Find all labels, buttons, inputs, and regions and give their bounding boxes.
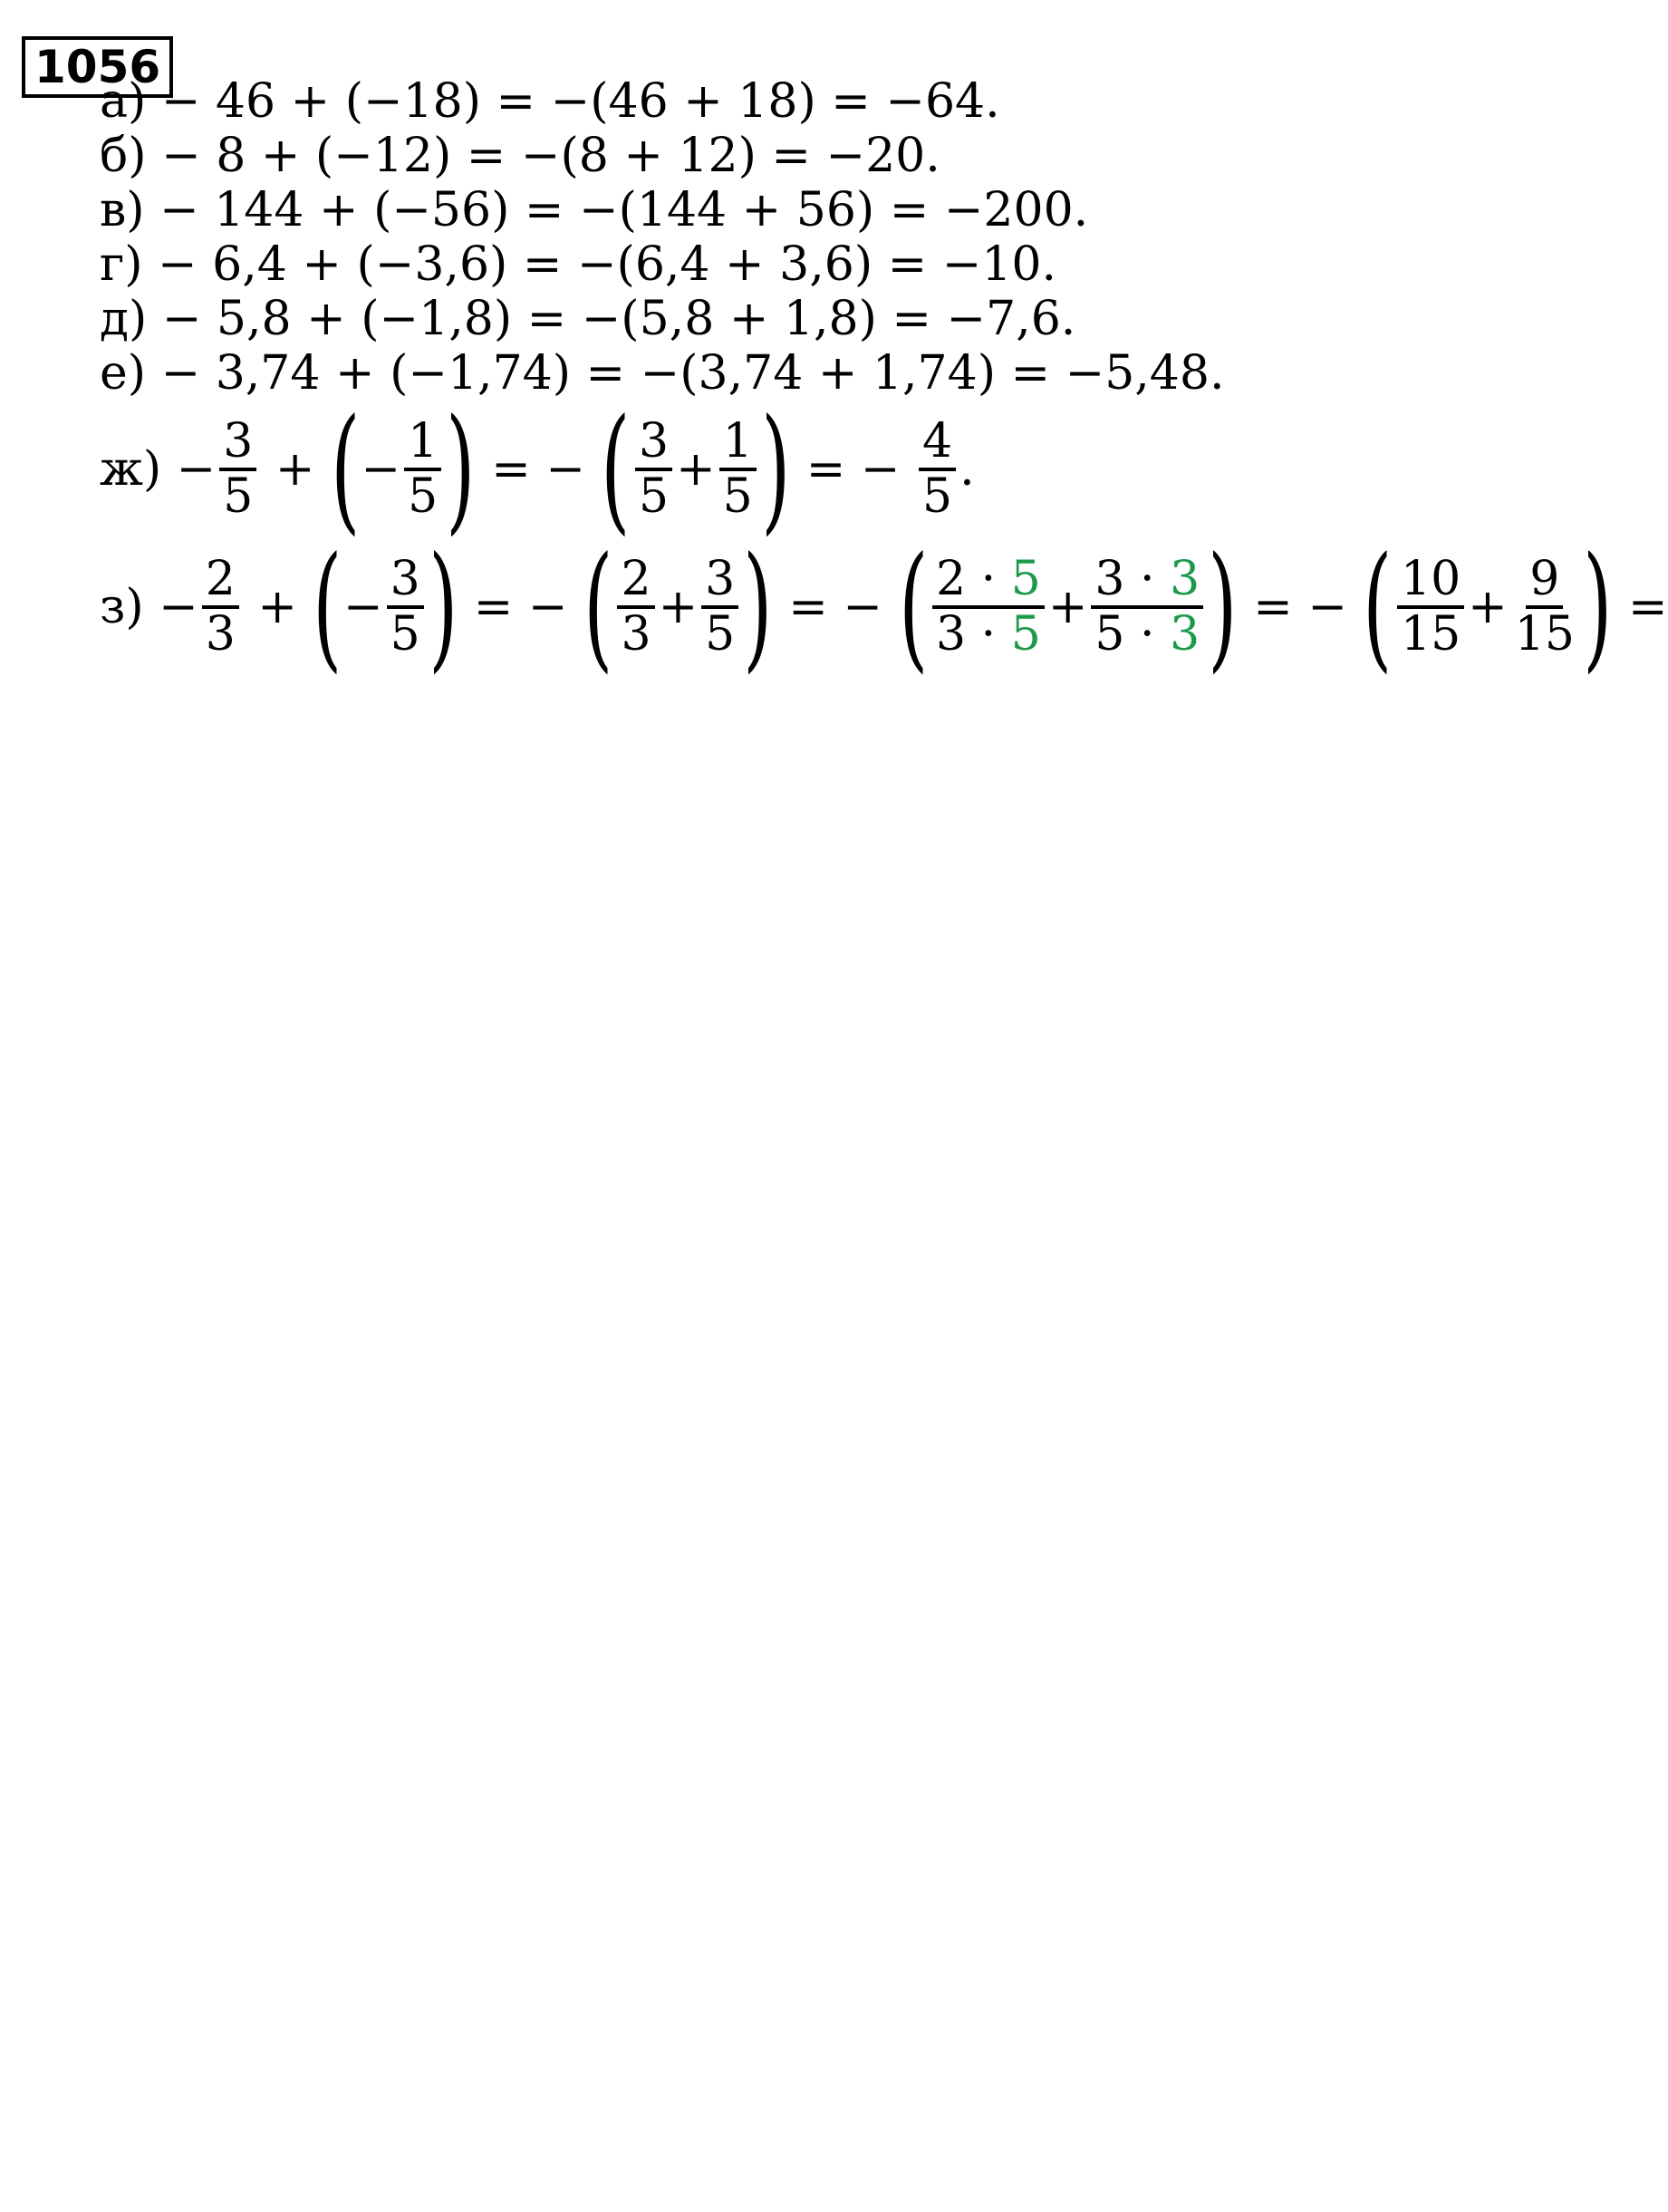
task-number: 1056 xyxy=(22,36,173,98)
fraction: $\frac{3}{5}$ xyxy=(387,554,424,661)
line-a xyxy=(100,74,1000,129)
fraction: $\frac{2}{3}$ xyxy=(202,554,239,661)
fraction: $\frac{2}{3}$ xyxy=(617,554,654,661)
line-v-text: в) − 144 + (−56) = −(144 + 56) = −200. xyxy=(100,183,1089,237)
fraction: $\frac{3}{5}$ xyxy=(219,416,256,523)
line-e-text: е) − 3,74 + (−1,74) = −(3,74 + 1,74) = −5,48. xyxy=(100,346,1225,401)
fraction: $\frac{1}{5}$ xyxy=(404,416,441,523)
line-d xyxy=(100,292,1075,346)
fraction: $\frac{9}{15}$ xyxy=(1514,551,1575,662)
line-g-text: г) − 6,4 + (−3,6) = −(6,4 + 3,6) = −10. xyxy=(100,237,1057,292)
line-b-text: б) − 8 + (−12) = −(8 + 12) = −20. xyxy=(100,129,940,183)
line-g xyxy=(100,237,1056,292)
line-a-text: а) − 46 + (−18) = −(46 + 18) = −64. xyxy=(100,74,1000,129)
line-d-text: д) − 5,8 + (−1,8) = −(5,8 + 1,8) = −7,6. xyxy=(100,292,1076,346)
fraction: $\frac{3 \cdot 3}{5 \cdot 3}$ xyxy=(1091,554,1203,661)
fraction: $\frac{3}{5}$ xyxy=(701,554,738,661)
fraction: $\frac{1}{5}$ xyxy=(719,416,757,523)
label: з) − xyxy=(100,580,198,634)
line-v xyxy=(100,183,1088,237)
line-e xyxy=(100,346,1225,401)
label: ж) − xyxy=(100,442,217,497)
fraction: $\frac{10}{15}$ xyxy=(1397,554,1464,661)
fraction: $\frac{3}{5}$ xyxy=(635,416,672,523)
line-zh: ж) − $\frac{3}{5}$ + ( − $\frac{1}{5}$ ) = − ( $\frac{3}{5}$ + $\frac{1}{5}$ ) = − $\frac{4}{5}$ . xyxy=(100,391,975,548)
line-b xyxy=(100,129,940,183)
fraction: $\frac{4}{5}$ xyxy=(919,416,956,523)
fraction: $\frac{2 \cdot 5}{3 \cdot 5}$ xyxy=(932,554,1045,661)
line-z: з) − $\frac{2}{3}$ + ( − $\frac{3}{5}$ ) = − ( $\frac{2}{3}$ + $\frac{3}{5}$ ) = − ( $\frac{2 \cdot 5}{3 \cdot 5}$ + $\frac{3 \cdot 3}{5 \cdot 3}$ ) = − ( $\frac{10}{15}$ + $\frac{9}{15}$ ) = xyxy=(100,528,1668,686)
